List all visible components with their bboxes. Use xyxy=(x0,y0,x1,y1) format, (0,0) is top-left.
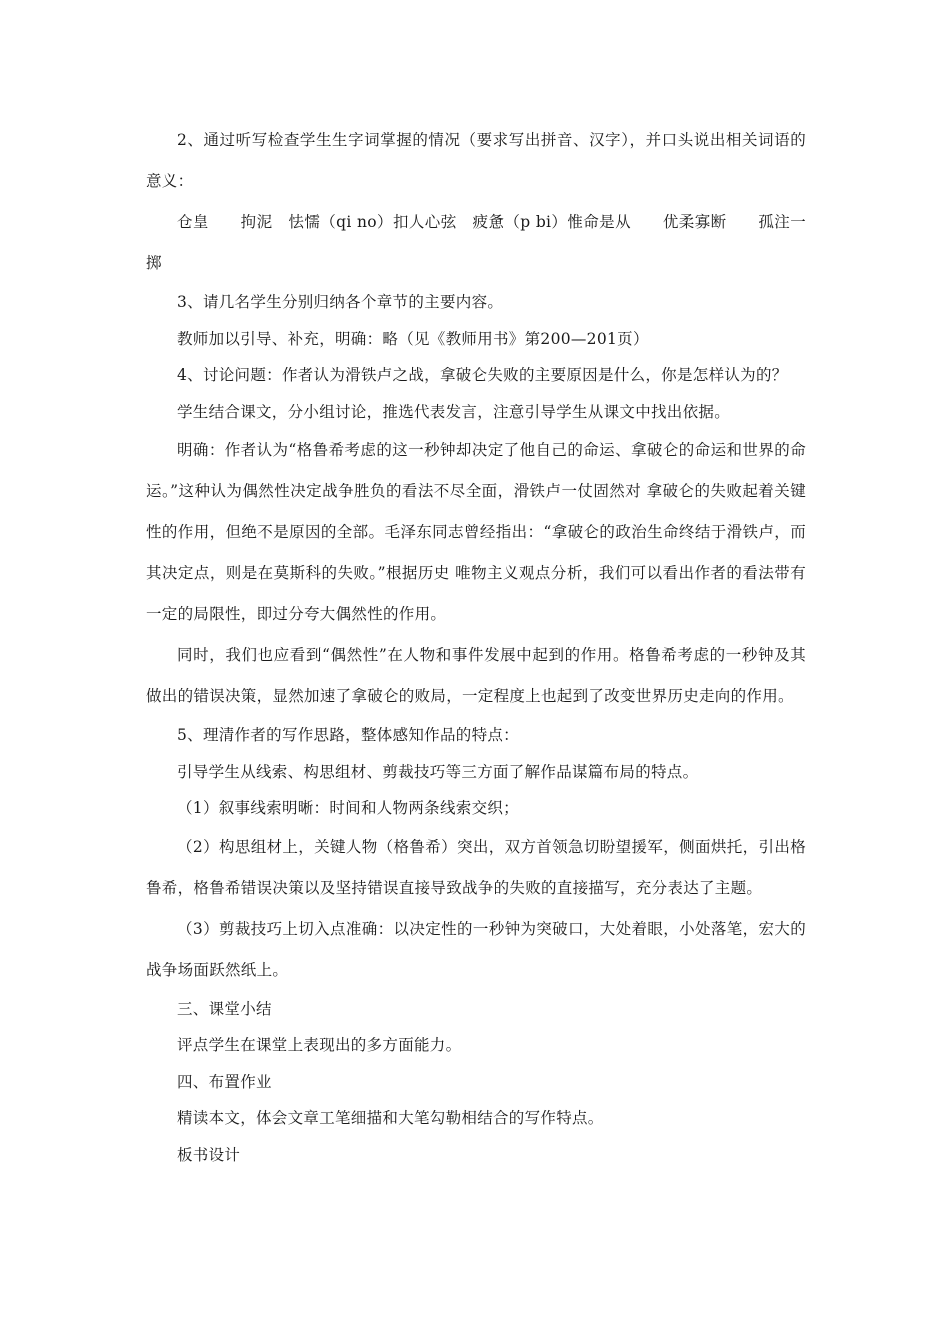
paragraph-point-3: （3）剪裁技巧上切入点准确：以决定性的一秒钟为突破口，大处着眼，小处落笔，宏大的战争场面跃然纸上。 xyxy=(146,919,806,979)
paragraph-summarize-chapters: 3、请几名学生分别归纳各个章节的主要内容。 xyxy=(177,293,504,311)
paragraph-point-1: （1）叙事线索明晰：时间和人物两条线索交织； xyxy=(177,799,519,817)
paragraph-summary: 评点学生在课堂上表现出的多方面能力。 xyxy=(177,1036,462,1054)
section-heading-board-design: 板书设计 xyxy=(177,1145,241,1164)
paragraph-point-2: （2）构思组材上，关键人物（格鲁希）突出，双方首领急切盼望援军，侧面烘托，引出格鲁希，格鲁希错误决策以及坚持错误直接导致战争的失败的直接描写，充分表达了主题。 xyxy=(146,837,806,897)
paragraph-teacher-guidance: 教师加以引导、补充，明确：略（见《教师用书》第200—201页） xyxy=(177,329,649,348)
paragraph-group-discussion: 学生结合课文，分小组讨论，推选代表发言，注意引导学生从课文中找出依据。 xyxy=(177,402,731,421)
section-heading-summary: 三、课堂小结 xyxy=(177,999,272,1018)
paragraph-dictation: 2、通过听写检查学生生字词掌握的情况（要求写出拼音、汉字），并口头说出相关词语的意义： xyxy=(146,131,806,190)
paragraph-discussion-question: 4、讨论问题：作者认为滑铁卢之战，拿破仑失败的主要原因是什么，你是怎样认为的？ xyxy=(177,366,788,384)
paragraph-homework: 精读本文，体会文章工笔细描和大笔勾勒相结合的写作特点。 xyxy=(177,1109,604,1127)
document-body xyxy=(146,120,806,1173)
paragraph-clarification: 明确：作者认为“格鲁希考虑的这一秒钟却决定了他自己的命运、拿破仑的命运和世界的命运。”这种认为偶然性决定战争胜负的看法不尽全面，滑铁卢一仗固然对 拿破仑的失败起着关键性的作用，但绝不是原因的全部。毛泽东同志曾经指出：“拿破仑的政治生命终结于滑铁卢，而其决定点，则是在莫斯科的失败。”根据历史 唯物主义观点分析，我们可以看出作者的看法带有一定的局限性，即过分夸大偶然性的作用。 xyxy=(146,441,806,623)
paragraph-chance-role: 同时，我们也应看到“偶然性”在人物和事件发展中起到的作用。格鲁希考虑的一秒钟及其做出的错误决策，显然加速了拿破仑的败局，一定程度上也起到了改变世界历史走向的作用。 xyxy=(146,646,806,705)
paragraph-vocabulary: 仓皇 拘泥 怯懦（qi no）扣人心弦 疲惫（p bi）惟命是从 优柔寡断 孤注一掷 xyxy=(146,213,806,272)
section-heading-homework: 四、布置作业 xyxy=(177,1072,272,1091)
paragraph-guide-students: 引导学生从线索、构思组材、剪裁技巧等三方面了解作品谋篇布局的特点。 xyxy=(177,762,699,781)
paragraph-writing-approach: 5、理清作者的写作思路，整体感知作品的特点： xyxy=(177,726,519,744)
